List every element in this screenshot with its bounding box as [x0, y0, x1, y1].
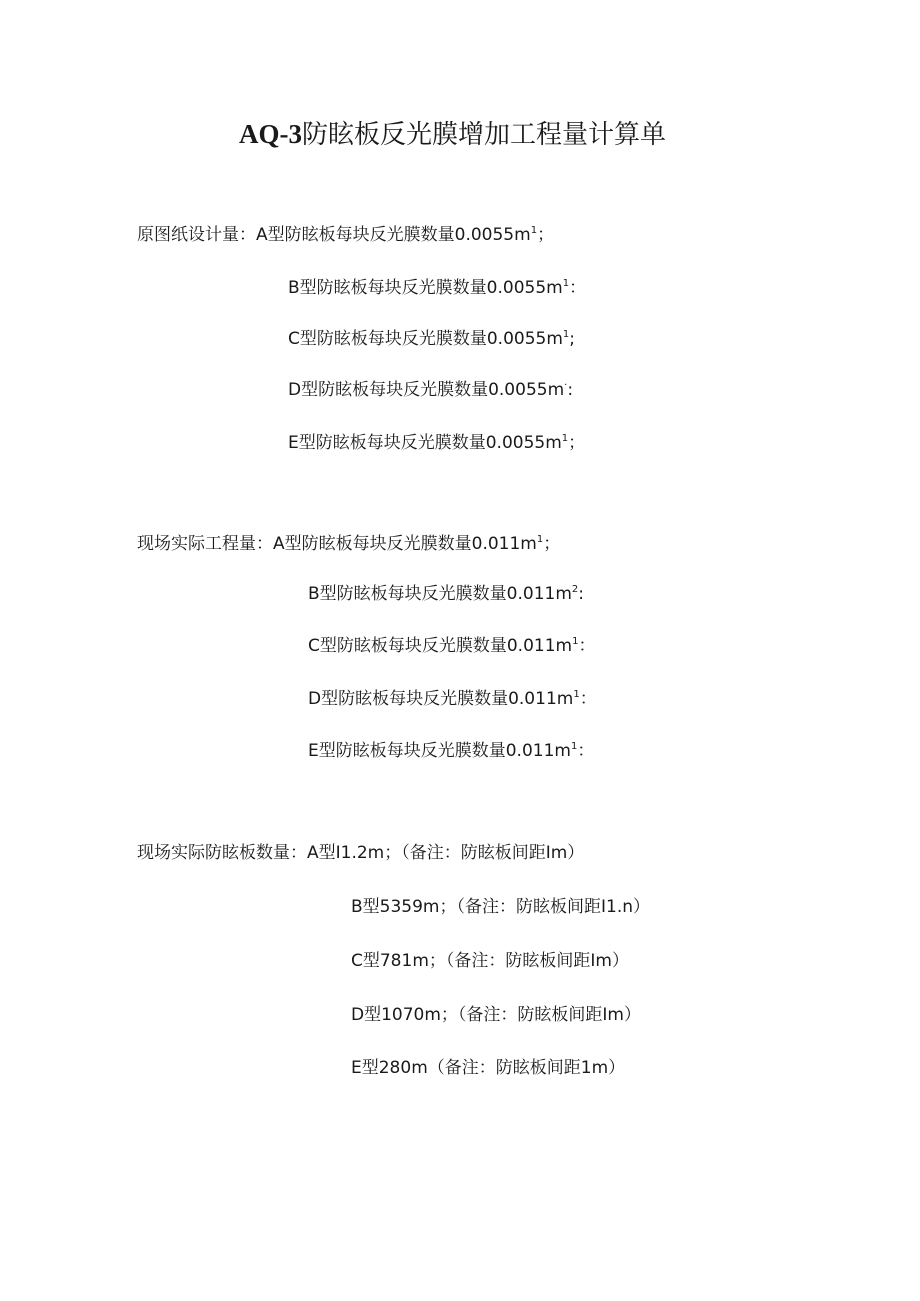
- section-label-count: 现场实际防眩板数量：: [137, 843, 307, 863]
- count-line-b: B型5359m；（备注：防眩板间距I1.n）: [351, 897, 650, 917]
- actual-line-a: 现场实际工程量：A型防眩板每块反光膜数量$0.011m^1$；: [137, 534, 561, 554]
- document-title: [0, 114, 905, 155]
- design-line-a: 原图纸设计量：A型防眩板每块反光膜数量$0.0055m^1$；: [137, 225, 555, 245]
- design-line-e: E型防眩板每块反光膜数量$0.0055m^1$；: [288, 433, 586, 453]
- actual-line-b: B型防眩板每块反光膜数量$0.011m^2$:: [308, 584, 584, 604]
- count-line-e: E型280m（备注：防眩板间距1m）: [351, 1058, 626, 1078]
- count-line-d: D型1070m；（备注：防眩板间距Im）: [351, 1005, 641, 1025]
- design-line-c: C型防眩板每块反光膜数量$0.0055m^1$;: [288, 329, 576, 349]
- actual-line-c: C型防眩板每块反光膜数量$0.011m^1$：: [308, 636, 596, 656]
- design-line-b: B型防眩板每块反光膜数量$0.0055m^1$：: [288, 278, 587, 298]
- section-label-actual: 现场实际工程量：: [137, 534, 273, 554]
- count-line-c: C型781m；（备注：防眩板间距Im）: [351, 951, 629, 971]
- actual-line-e: E型防眩板每块反光膜数量$0.011m^1$：: [308, 741, 595, 761]
- design-line-d: D型防眩板每块反光膜数量0.0055m·:: [288, 380, 574, 400]
- section-label-design: 原图纸设计量：: [137, 225, 256, 245]
- count-line-a: 现场实际防眩板数量：A型I1.2m；（备注：防眩板间距Im）: [137, 843, 585, 863]
- title-code: AQ-3: [238, 119, 302, 149]
- actual-line-d: D型防眩板每块反光膜数量$0.011m^1$：: [308, 689, 597, 709]
- title-text: 防眩板反光膜增加工程量计算单: [301, 120, 666, 150]
